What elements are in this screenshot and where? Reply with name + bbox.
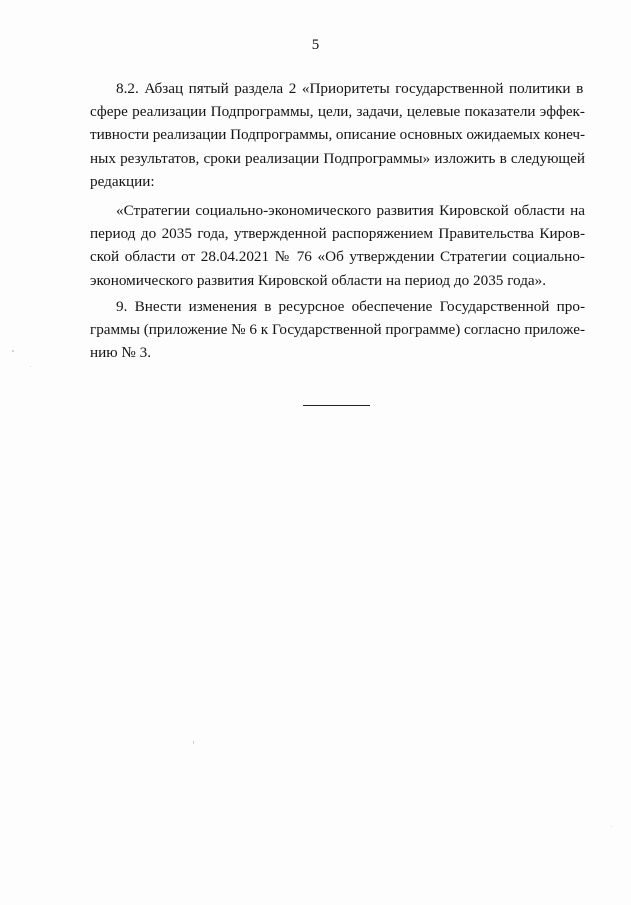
paragraph-line: [90, 269, 585, 292]
line-text: ных результатов, сроки реализации Подпрограммы» изложить в следующей: [90, 149, 585, 167]
paragraph-line: [90, 318, 585, 341]
line-text: экономического развития Кировской области на период до 2035 года».: [90, 271, 547, 289]
scan-speck: [12, 350, 14, 352]
paragraph-line: [90, 100, 585, 123]
paragraph-line: [90, 245, 585, 268]
scan-speck: [611, 826, 612, 827]
line-text: редакции:: [90, 172, 155, 190]
paragraph-line: [90, 222, 585, 245]
paragraph-line: [90, 77, 585, 100]
line-text: 9. Внести изменения в ресурсное обеспечение Государственной про-: [116, 298, 585, 315]
scan-speck: [193, 741, 194, 744]
paragraph-strategy-quote: [90, 199, 585, 292]
paragraph-line: [90, 341, 585, 364]
line-text: нию № 3.: [90, 344, 152, 362]
paragraph-9: [90, 295, 585, 365]
paragraph-line: [90, 123, 585, 146]
paragraph-line: [90, 147, 585, 170]
line-text: период до 2035 года, утвержденной распоряжением Правительства Киров-: [90, 225, 585, 243]
paragraph-line: [90, 295, 585, 318]
paragraph-8-2: [90, 77, 585, 193]
scan-speck: [30, 366, 31, 367]
line-text: тивности реализации Подпрограммы, описание основных ожидаемых конеч-: [90, 126, 585, 144]
page-number: 5: [311, 37, 320, 53]
paragraph-line: [90, 170, 585, 193]
line-text: 8.2. Абзац пятый раздела 2 «Приоритеты государственной политики в: [116, 80, 584, 97]
line-text: «Стратегии социально-экономического развития Кировской области на: [116, 202, 585, 219]
line-text: граммы (приложение № 6 к Государственной программе) согласно приложе-: [90, 321, 585, 339]
end-of-text-rule: [303, 405, 370, 406]
paragraph-line: [90, 199, 585, 222]
line-text: сфере реализации Подпрограммы, цели, задачи, целевые показатели эффек-: [90, 103, 585, 121]
line-text: ской области от 28.04.2021 № 76 «Об утверждении Стратегии социально-: [90, 248, 585, 266]
